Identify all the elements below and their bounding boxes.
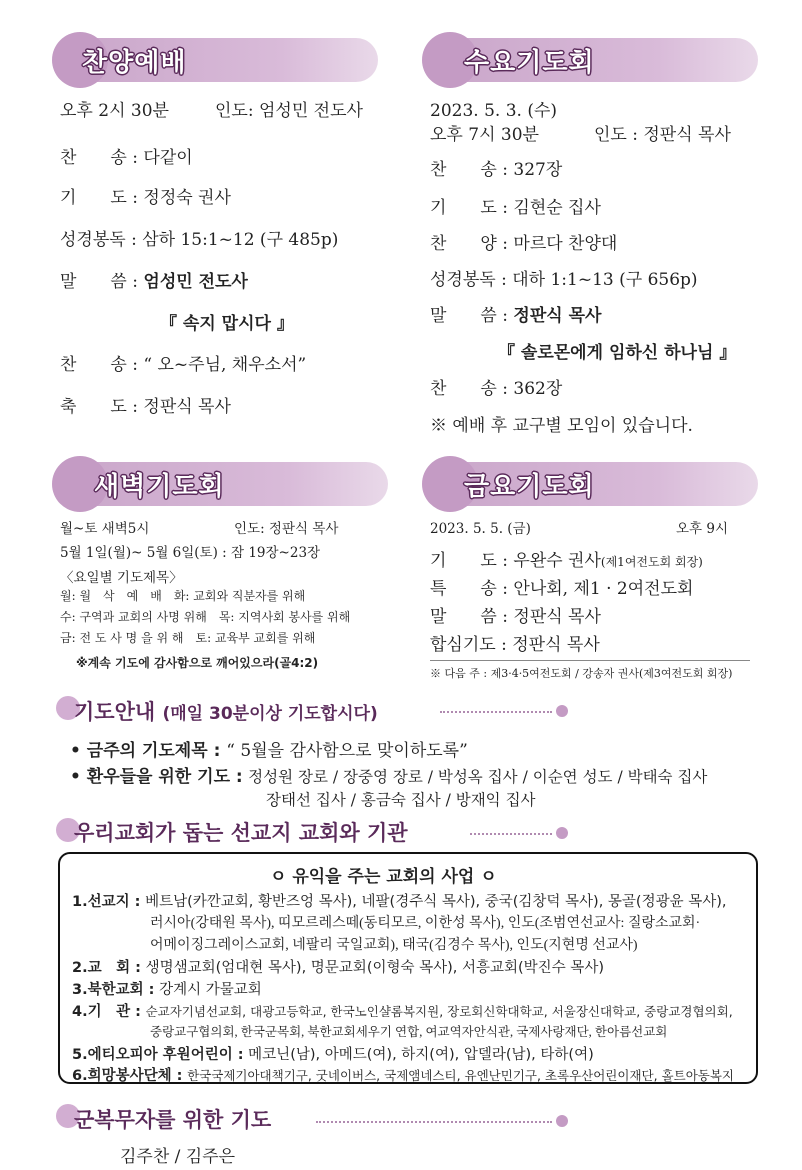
friday-note: ※ 다음 주 : 제3·4·5여전도회 / 강송자 권사(제3여전도회 회장) [430,667,733,680]
wednesday-leader: 인도 : 정판식 목사 [594,125,731,145]
wednesday-row [430,193,601,218]
praise-time: 오후 2시 30분 [60,101,169,121]
dawn-topics-head: 〈요일별 기도제목〉 [60,570,183,586]
mission-item [72,890,727,911]
row-value: 마르다 찬양대 [513,234,618,254]
praise-leader: 인도: 엄성민 전도사 [215,101,363,121]
row-value: 정판식 목사 [512,635,600,655]
row-label: 찬 양 : [430,234,508,254]
patients-label: • 환우들을 위한 기도 : [70,767,243,787]
row-label: 특 송 : [430,579,508,599]
prayer-guide-title: 기도안내 [74,700,156,724]
dawn-topic: 월: 월 삭 예 배 화: 교회와 직분자를 위해 [60,589,306,603]
row-label: 찬 송 : [430,160,508,180]
dawn-verse: ※계속 기도에 감사함으로 깨어있으라(골4:2) [76,656,319,670]
dawn-header [58,462,388,506]
patients-names-2: 장태선 집사 / 홍금숙 집사 / 방재익 집사 [266,791,536,809]
mission-line: 메코닌(남), 아메드(여), 하지(여), 압델라(남), 타하(여) [248,1047,594,1063]
praise-sermon-title: 『 속지 맙시다 』 [160,314,294,334]
mission-item [72,956,604,977]
friday-header [428,462,758,506]
mission-item [72,1043,594,1064]
mission-key: 4.기 관 : [72,1004,141,1020]
mission-key: 5.에티오피아 후원어린이 : [72,1047,244,1063]
mission-key: 6.희망봉사단체 : [72,1068,183,1084]
row-value: 엄성민 전도사 [143,272,248,292]
row-value: 정판식 목사 [143,397,231,417]
row-value: 김현순 집사 [513,198,601,218]
friday-row [430,574,693,599]
praise-row [60,143,193,168]
weekly-value: “ 5월을 감사함으로 맞이하도록” [226,741,468,761]
row-label: 말 씀 : [430,306,508,326]
friday-row [430,630,600,655]
dawn-topic: 금: 전 도 사 명 을 위 해 토: 교육부 교회를 위해 [60,631,316,645]
row-value: 정판식 목사 [513,306,602,326]
prayer-guide-subtitle: (매일 30분이상 기도합시다) [162,704,378,724]
row-label: 찬 송 : [430,379,508,399]
wednesday-date: 2023. 5. 3. (수) [430,101,558,121]
row-value: 다같이 [143,148,193,168]
dawn-topic: 수: 구역과 교회의 사명 위해 목: 지역사회 봉사를 위해 [60,610,351,624]
patients-names-1: 정성원 장로 / 장중영 장로 / 박성옥 집사 / 이순연 성도 / 박태숙 집사 [248,768,708,786]
row-label: 말 씀 : [430,607,508,627]
row-value: 362장 [513,379,563,399]
praise-row [60,350,306,375]
friday-row [430,546,703,571]
missions-title: 우리교회가 돕는 선교지 교회와 기관 [74,821,408,845]
friday-time: 오후 9시 [676,521,729,537]
mission-item [72,1000,733,1021]
missions-box-title: ㅇ 유익을 주는 교회의 사업 ㅇ [270,867,497,887]
row-label: 기 도 : [430,551,508,571]
mission-key: 1.선교지 : [72,894,141,910]
wednesday-row [430,155,562,180]
dawn-dates: 5월 1일(월)~ 5월 6일(토) : 잠 19장~23장 [60,545,321,561]
friday-divider [430,660,750,661]
prayer-guide-heading [74,696,378,726]
row-value: 우완수 권사 [513,551,601,571]
row-value: 정판식 목사 [513,607,601,627]
row-value: “ 오~주님, 채우소서” [143,355,307,375]
praise-title: 찬양예배 [82,48,187,78]
mission-key: 3.북한교회 : [72,982,155,998]
missions-end-dot [556,827,568,839]
wednesday-title: 수요기도회 [464,48,595,78]
wednesday-note: ※ 예배 후 교구별 모임이 있습니다. [430,416,693,436]
prayer-guide-dots [440,711,552,713]
mission-item [72,1064,734,1085]
row-label: 기 도 : [430,198,508,218]
mission-line: 러시아(강태원 목사), 띠모르레스떼(동티모르, 이한성 목사), 인도(조범연선교사: 질랑소교회· [150,916,701,931]
row-value: 대하 1:1~13 (구 656p) [512,270,698,290]
military-dots [316,1121,552,1123]
row-label: 축 도 : [60,397,138,417]
wednesday-sermon-title: 『 솔로몬에게 임하신 하나님 』 [498,343,737,363]
praise-row [60,267,248,292]
dawn-title: 새벽기도회 [94,472,225,502]
mission-line: 베트남(카깐교회, 황반즈엉 목사), 네팔(경주식 목사), 중국(김창덕 목사), 몽골(정광윤 목사), [145,894,727,910]
row-label: 성경봉독 : [430,270,507,290]
prayer-guide-end-dot [556,705,568,717]
row-value: 삼하 15:1~12 (구 485p) [142,230,339,250]
row-value: 안나회, 제1 · 2여전도회 [513,579,694,599]
friday-title: 금요기도회 [464,472,595,502]
row-label: 성경봉독 : [60,230,137,250]
row-value: 정정숙 권사 [143,188,231,208]
praise-header [58,38,378,82]
row-label: 찬 송 : [60,355,138,375]
mission-line: 강계시 가물교회 [159,982,262,998]
military-end-dot [556,1115,568,1127]
mission-line: 순교자기념선교회, 대광고등학교, 한국노인샬롬복지원, 장로회신학대학교, 서울장신대학교, 중랑교경협의회, [145,1004,733,1019]
row-value: 327장 [513,160,563,180]
praise-row [60,183,231,208]
wednesday-row [430,374,562,399]
wednesday-header [428,38,758,82]
row-label: 말 씀 : [60,272,138,292]
mission-item [72,978,262,999]
military-title: 군복무자를 위한 기도 [74,1108,272,1132]
missions-dots [470,833,552,835]
weekly-label: • 금주의 기도제목 : [70,741,221,761]
dawn-leader: 인도: 정판식 목사 [234,521,339,537]
mission-key: 2.교 회 : [72,960,141,976]
mission-line: 중랑교구협의회, 한국군목회, 북한교회세우기 연합, 여교역자안식관, 국제사랑재단, 한아름선교회 [150,1025,668,1039]
mission-line: 생명샘교회(엄대현 목사), 명문교회(이형숙 목사), 서흥교회(박진수 목사) [145,960,604,976]
praise-row [60,392,231,417]
mission-line: 한국국제기아대책기구, 굿네이버스, 국제앰네스티, 유엔난민기구, 초록우산어린이재단, 홀트아동복지 [187,1068,734,1083]
missions-box [58,852,758,1084]
wednesday-row [430,301,601,326]
row-label: 찬 송 : [60,148,138,168]
wednesday-row [430,229,617,254]
wednesday-time: 오후 7시 30분 [430,125,539,145]
row-label: 합심기도 : [430,635,507,655]
friday-date: 2023. 5. 5. (금) [430,521,531,537]
friday-row [430,602,601,627]
wednesday-row [430,265,698,290]
mission-line: 어메이징그레이스교회, 네팔리 국일교회), 태국(김경수 목사), 인도(지현명 선교사) [150,938,638,953]
row-label: 기 도 : [60,188,138,208]
dawn-schedule: 월~토 새벽5시 [60,521,150,537]
military-names: 김주찬 / 김주은 [120,1147,236,1167]
patients-prayer [70,762,707,787]
praise-row [60,225,338,250]
weekly-prayer [70,736,468,761]
row-extra: (제1여전도회 회장) [600,555,703,569]
